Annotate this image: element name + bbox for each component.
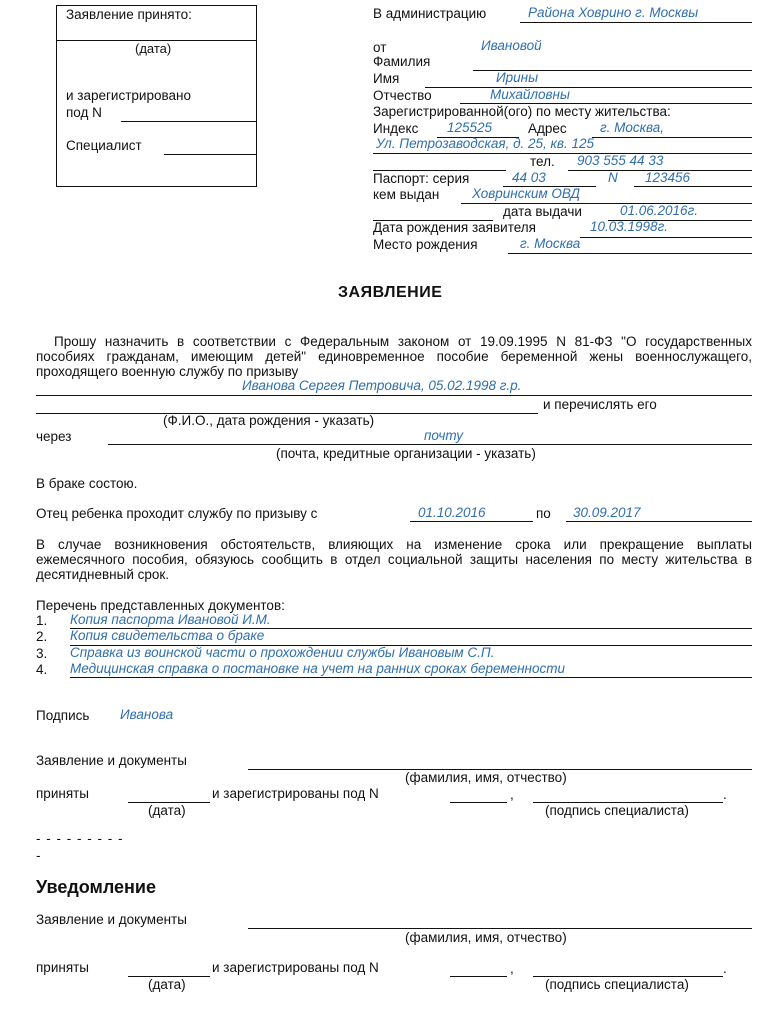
husband-caption: (Ф.И.О., дата рождения - указать) bbox=[163, 413, 375, 428]
doc-num-3: 3. bbox=[36, 646, 48, 661]
via-label: через bbox=[36, 429, 72, 444]
stamp-under-n: под N bbox=[66, 105, 102, 120]
receipt-date-caption: (дата) bbox=[148, 803, 186, 818]
stamp-date-caption: (дата) bbox=[135, 41, 172, 56]
receipt-registered-label: и зарегистрированы под N bbox=[212, 786, 379, 801]
to-field-line bbox=[520, 22, 752, 23]
patronymic-label: Отчество bbox=[373, 88, 432, 103]
notice-sign-caption: (подпись специалиста) bbox=[545, 977, 689, 992]
receipt-accepted-label: приняты bbox=[36, 786, 90, 801]
address-field-line-2 bbox=[373, 153, 752, 154]
address-value-2[interactable]: Ул. Петрозаводская, д. 25, кв. 125 bbox=[376, 136, 595, 151]
cut-line: - - - - - - - - - bbox=[36, 831, 124, 846]
service-to-line bbox=[566, 521, 752, 522]
stamp-specialist: Специалист bbox=[66, 138, 142, 153]
notice-period: . bbox=[723, 961, 727, 976]
request-paragraph: Прошу назначить в соответствии с Федеральным законом от 19.09.1995 N 81-ФЗ "О государственных пособиях гражданам, имеющим детей" единовременное пособие беременной жены военнослужащего, проходящего военную службу по призыву bbox=[36, 334, 752, 379]
passport-series[interactable]: 44 03 bbox=[512, 170, 546, 185]
passport-label: Паспорт: серия bbox=[373, 171, 470, 186]
via-line bbox=[108, 444, 752, 445]
name-field-line bbox=[425, 87, 752, 88]
service-to-label: по bbox=[536, 506, 551, 521]
index-value[interactable]: 125525 bbox=[447, 120, 493, 135]
doc-num-1: 1. bbox=[36, 613, 48, 628]
phone-label: тел. bbox=[530, 154, 555, 169]
passport-number[interactable]: 123456 bbox=[645, 170, 691, 185]
via-caption: (почта, кредитные организации - указать) bbox=[276, 446, 536, 461]
cut-line-2: - bbox=[36, 848, 41, 863]
obligation-paragraph: В случае возникновения обстоятельств, влияющих на изменение срока или прекращение выплаты ежемесячного пособия, обязуюсь сообщить в отдел социальной защиты населения по месту жительства в десятидневный срок. bbox=[36, 537, 752, 582]
service-to[interactable]: 30.09.2017 bbox=[573, 505, 641, 520]
doc-item-2[interactable]: Копия свидетельства о браке bbox=[70, 628, 265, 643]
receipt-number-field[interactable] bbox=[450, 802, 507, 803]
issued-by-value[interactable]: Ховринским ОВД bbox=[472, 186, 581, 201]
receipt-period: . bbox=[723, 787, 727, 802]
notice-registered-label: и зарегистрированы под N bbox=[212, 960, 379, 975]
issued-by-label: кем выдан bbox=[373, 187, 440, 202]
receipt-fio-caption: (фамилия, имя, отчество) bbox=[405, 770, 567, 785]
notice-docs-label: Заявление и документы bbox=[36, 912, 187, 927]
husband-value[interactable]: Иванова Сергея Петровича, 05.02.1998 г.р. bbox=[242, 378, 522, 393]
notice-accepted-label: приняты bbox=[36, 960, 90, 975]
issue-date-label: дата выдачи bbox=[503, 204, 582, 219]
signature-value[interactable]: Иванова bbox=[120, 707, 174, 722]
address-field-line-1 bbox=[592, 137, 752, 138]
from-value[interactable]: Ивановой bbox=[481, 38, 542, 53]
notice-fio-field[interactable] bbox=[248, 928, 752, 929]
name-label: Имя bbox=[373, 71, 400, 86]
birth-date-label: Дата рождения заявителя bbox=[373, 220, 536, 235]
birth-place-value[interactable]: г. Москва bbox=[520, 236, 581, 251]
birth-place-label: Место рождения bbox=[373, 237, 478, 252]
receipt-sign-caption: (подпись специалиста) bbox=[545, 803, 689, 818]
birth-date-value[interactable]: 10.03.1998г. bbox=[590, 219, 668, 234]
passport-number-line bbox=[634, 186, 752, 187]
husband-line bbox=[36, 395, 752, 396]
issue-date-value[interactable]: 01.06.2016г. bbox=[620, 203, 698, 218]
notice-date-caption: (дата) bbox=[148, 977, 186, 992]
notice-number-field[interactable] bbox=[450, 976, 507, 977]
service-label: Отец ребенка проходит службу по призыву с bbox=[36, 506, 318, 521]
transfer-label: и перечислять его bbox=[543, 397, 657, 412]
docs-title: Перечень представленных документов: bbox=[36, 598, 285, 613]
via-value[interactable]: почту bbox=[424, 428, 464, 443]
doc-item-1[interactable]: Копия паспорта Ивановой И.М. bbox=[70, 612, 271, 627]
receipt-docs-label: Заявление и документы bbox=[36, 753, 187, 768]
document-title: ЗАЯВЛЕНИЕ bbox=[338, 284, 443, 301]
to-label: В администрацию bbox=[373, 6, 487, 21]
doc-num-2: 2. bbox=[36, 629, 48, 644]
passport-n-label: N bbox=[608, 170, 618, 185]
receipt-comma: , bbox=[510, 787, 514, 802]
stamp-registered: и зарегистрировано bbox=[66, 88, 191, 103]
notice-comma: , bbox=[510, 961, 514, 976]
address-label: Адрес bbox=[528, 121, 567, 136]
registered-label: Зарегистрированной(ого) по месту жительства: bbox=[373, 104, 671, 119]
notice-title: Уведомление bbox=[36, 877, 157, 897]
to-value[interactable]: Района Ховрино г. Москвы bbox=[528, 5, 699, 20]
patronymic-value[interactable]: Михайловны bbox=[490, 87, 570, 102]
stamp-reg-number-field[interactable] bbox=[121, 121, 256, 122]
address-value-1[interactable]: г. Москва, bbox=[600, 120, 665, 135]
surname-label: Фамилия bbox=[373, 54, 431, 69]
service-from[interactable]: 01.10.2016 bbox=[418, 505, 486, 520]
birth-place-line bbox=[508, 253, 752, 254]
from-label: от bbox=[373, 40, 387, 55]
service-from-line bbox=[410, 521, 533, 522]
doc-num-4: 4. bbox=[36, 662, 48, 677]
name-value[interactable]: Ирины bbox=[496, 70, 539, 85]
doc-item-3[interactable]: Справка из воинской части о прохождении службы Ивановым С.П. bbox=[70, 645, 495, 660]
marriage-text: В браке состою. bbox=[36, 476, 138, 491]
signature-label: Подпись bbox=[36, 708, 90, 723]
birth-date-line bbox=[580, 237, 752, 238]
notice-fio-caption: (фамилия, имя, отчество) bbox=[405, 930, 567, 945]
doc-item-4[interactable]: Медицинская справка о постановке на учет на ранних сроках беременности bbox=[70, 661, 565, 676]
index-label: Индекс bbox=[373, 121, 419, 136]
stamp-specialist-field[interactable] bbox=[164, 154, 256, 155]
doc-line-4 bbox=[70, 677, 752, 678]
phone-value[interactable]: 903 555 44 33 bbox=[577, 153, 664, 168]
stamp-title: Заявление принято: bbox=[66, 7, 192, 22]
